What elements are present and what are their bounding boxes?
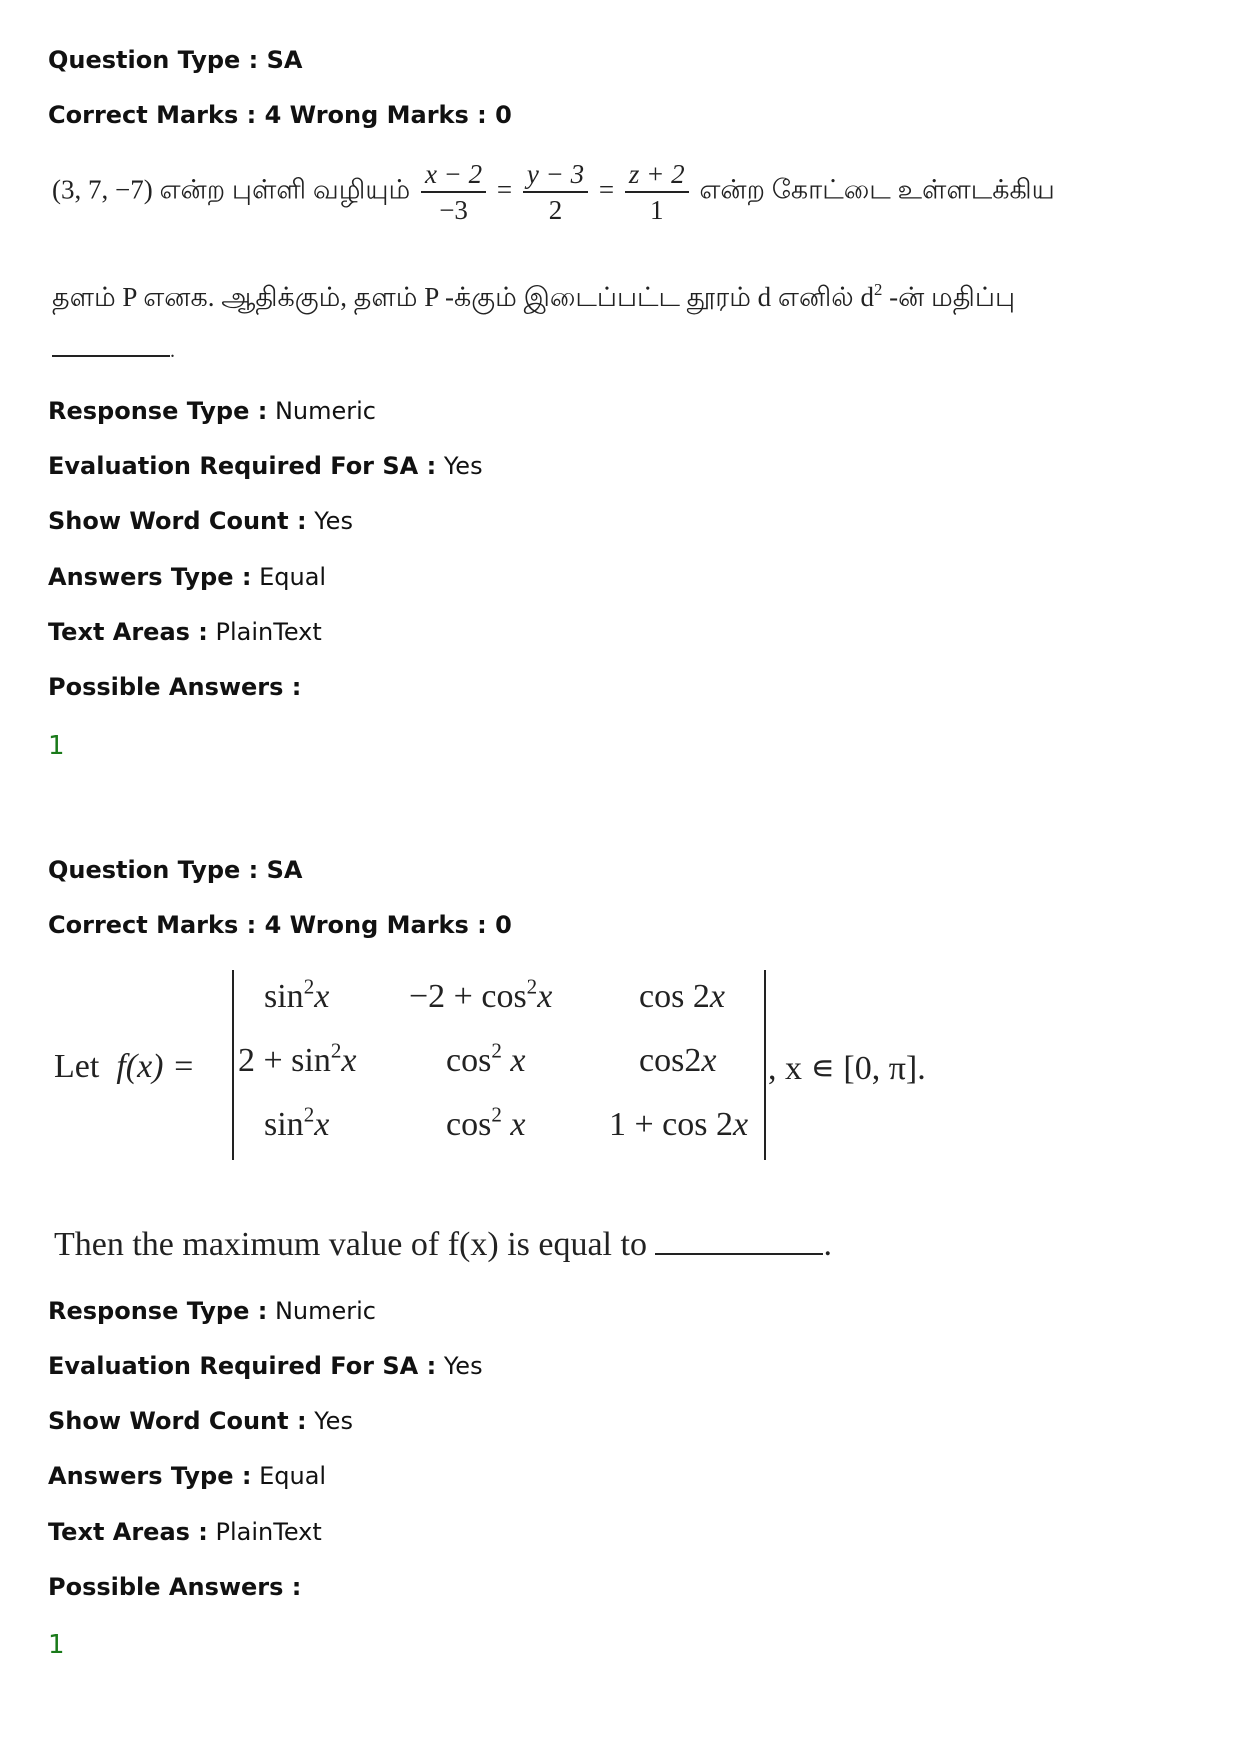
fraction-y: $\frac{y - 3}{2}$	[523, 160, 588, 225]
possible-answer: 1	[48, 731, 65, 761]
possible-answers-label: Possible Answers :	[48, 1573, 302, 1601]
question-type: Question Type : SA	[48, 856, 303, 884]
text-areas: Text Areas : PlainText	[48, 618, 322, 646]
question-text-line-1: (3, 7, −7) என்ற புள்ளி வழியும் $\frac{x - 2}{-3}$ = $\frac{y - 3}{2}$ = $\frac{z + 2}{1}$ என்ற கோட்டை உள்ளடக்கிய	[52, 159, 1055, 226]
answers-type: Answers Type : Equal	[48, 1462, 327, 1490]
determinant-matrix	[232, 970, 766, 1160]
matrix-cell-21: $2 + \sin^2x$	[238, 1038, 357, 1079]
show-word-count: Show Word Count : Yes	[48, 507, 353, 535]
response-type: Response Type : Numeric	[48, 1297, 376, 1325]
fraction-x: $\frac{x - 2}{-3}$	[421, 160, 486, 225]
text-areas: Text Areas : PlainText	[48, 1518, 322, 1546]
possible-answers-label: Possible Answers :	[48, 673, 302, 701]
question-type: Question Type : SA	[48, 46, 303, 74]
possible-answer: 1	[48, 1630, 65, 1660]
marks-line: Correct Marks : 4 Wrong Marks : 0	[48, 101, 512, 129]
response-type: Response Type : Numeric	[48, 397, 376, 425]
matrix-cell-22: $\cos^2 x$	[446, 1038, 526, 1079]
matrix-cell-32: $\cos^2 x$	[446, 1102, 526, 1143]
answer-blank: .	[52, 340, 175, 363]
matrix-cell-12: $-2 + \cos^2x$	[409, 974, 553, 1015]
marks-line: Correct Marks : 4 Wrong Marks : 0	[48, 911, 512, 939]
let-fx: Let f(x) =	[54, 1048, 195, 1085]
fraction-z: $\frac{z + 2}{1}$	[625, 160, 689, 225]
question-text-then: Then the maximum value of f(x) is equal to .	[54, 1226, 832, 1263]
matrix-cell-23: cos2x	[639, 1042, 717, 1079]
matrix-cell-33: 1 + cos 2x	[609, 1106, 749, 1143]
question-text-line-2: தளம் P எனக. ஆதிக்கும், தளம் P -க்கும் இடைப்பட்ட தூரம் d எனில் $d^2$ -ன் மதிப்பு	[52, 280, 1016, 312]
matrix-cell-11: $\sin^2x$	[264, 974, 330, 1015]
matrix-cell-31: $\sin^2x$	[264, 1102, 330, 1143]
matrix-cell-13: cos 2x	[639, 978, 725, 1015]
evaluation-required: Evaluation Required For SA : Yes	[48, 452, 483, 480]
answers-type: Answers Type : Equal	[48, 563, 327, 591]
evaluation-required: Evaluation Required For SA : Yes	[48, 1352, 483, 1380]
show-word-count: Show Word Count : Yes	[48, 1407, 353, 1435]
domain-text: , x ∊ [0, π].	[768, 1050, 926, 1087]
